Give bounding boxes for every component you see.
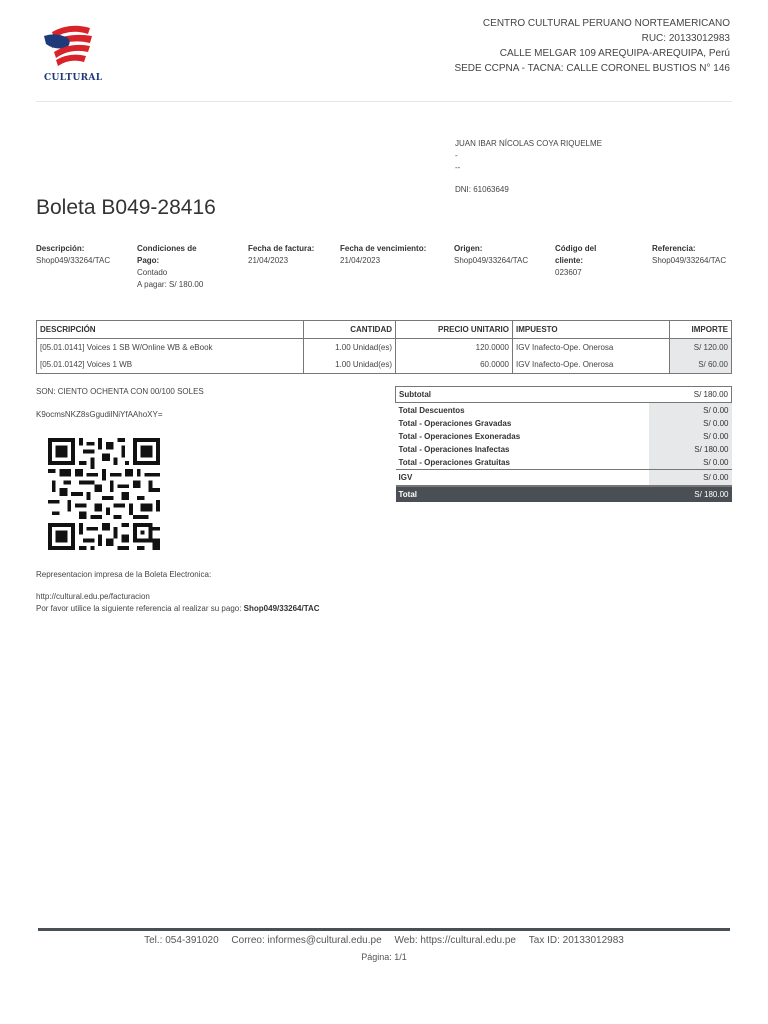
totals-value: S/ 180.00 bbox=[649, 486, 732, 502]
totals-label: Total - Operaciones Gravadas bbox=[398, 419, 512, 428]
company-address: CALLE MELGAR 109 AREQUIPA-AREQUIPA, Perú bbox=[499, 48, 730, 59]
info-value: Contado bbox=[137, 268, 168, 277]
customer-line-2: - bbox=[455, 151, 458, 160]
info-label: Origen: bbox=[454, 244, 483, 253]
page-number: Página: 1/1 bbox=[361, 952, 407, 962]
info-referencia bbox=[652, 243, 726, 267]
info-label: Referencia: bbox=[652, 244, 696, 253]
info-label: Condiciones de bbox=[137, 244, 197, 253]
info-value: Shop049/33264/TAC bbox=[652, 256, 727, 265]
items-header-row bbox=[37, 321, 732, 339]
info-label: Código del bbox=[555, 244, 597, 253]
info-label: cliente: bbox=[555, 256, 584, 265]
cell-cantidad: 1.00 Unidad(es) bbox=[304, 339, 396, 357]
col-impuesto: IMPUESTO bbox=[513, 321, 670, 339]
col-cantidad: CANTIDAD bbox=[304, 321, 396, 339]
footer-web: Web: https://cultural.edu.pe bbox=[394, 935, 516, 946]
info-origen bbox=[454, 243, 528, 267]
totals-row-gratuitas bbox=[396, 456, 732, 470]
footer-tel: Tel.: 054-391020 bbox=[144, 935, 219, 946]
document-title: Boleta B049-28416 bbox=[36, 196, 216, 219]
facturacion-link[interactable]: http://cultural.edu.pe/facturacion bbox=[36, 592, 150, 601]
footer-tax-id: Tax ID: 20133012983 bbox=[528, 935, 624, 946]
footer bbox=[0, 935, 768, 946]
amount-in-words: SON: CIENTO OCHENTA CON 00/100 SOLES bbox=[36, 387, 204, 396]
totals-value: S/ 0.00 bbox=[649, 403, 732, 418]
reference-code: Shop049/33264/TAC bbox=[243, 604, 320, 613]
cell-descripcion: [05.01.0142] Voices 1 WB bbox=[37, 356, 304, 374]
totals-label: Total - Operaciones Gratuitas bbox=[398, 458, 510, 467]
customer-line-3: -- bbox=[455, 163, 461, 172]
reference-note-text: Por favor utilice la siguiente referencia al realizar su pago: bbox=[36, 604, 244, 613]
company-name: CENTRO CULTURAL PERUANO NORTEAMERICANO bbox=[482, 18, 730, 29]
table-row bbox=[37, 339, 732, 357]
cell-precio: 60.0000 bbox=[396, 356, 513, 374]
cell-cantidad: 1.00 Unidad(es) bbox=[304, 356, 396, 374]
qr-code-icon bbox=[48, 438, 160, 550]
col-importe: IMPORTE bbox=[670, 321, 732, 339]
customer-block bbox=[455, 138, 602, 196]
totals-row-igv bbox=[396, 470, 732, 487]
info-value: 21/04/2023 bbox=[248, 256, 289, 265]
info-value: 023607 bbox=[555, 268, 582, 277]
totals-value: S/ 180.00 bbox=[649, 443, 732, 456]
footer-divider bbox=[38, 928, 730, 931]
totals-row-descuentos bbox=[396, 403, 732, 418]
totals-row-subtotal bbox=[396, 387, 732, 403]
col-precio: PRECIO UNITARIO bbox=[396, 321, 513, 339]
totals-label: Total Descuentos bbox=[398, 406, 465, 415]
totals-label: Total - Operaciones Exoneradas bbox=[398, 432, 521, 441]
info-label: Pago: bbox=[137, 256, 160, 265]
cell-impuesto: IGV Inafecto-Ope. Onerosa bbox=[513, 339, 670, 357]
totals-label: Subtotal bbox=[396, 387, 650, 403]
info-value: A pagar: S/ 180.00 bbox=[137, 280, 204, 289]
company-info bbox=[454, 16, 730, 76]
totals-row-exoneradas bbox=[396, 430, 732, 443]
cell-precio: 120.0000 bbox=[396, 339, 513, 357]
info-value: Shop049/33264/TAC bbox=[36, 256, 111, 265]
totals-value: S/ 180.00 bbox=[649, 387, 732, 403]
info-label: Descripción: bbox=[36, 244, 85, 253]
payment-reference-note bbox=[36, 604, 320, 613]
totals-value: S/ 0.00 bbox=[649, 456, 732, 470]
customer-dni: DNI: 61063649 bbox=[455, 185, 509, 194]
info-value: Shop049/33264/TAC bbox=[454, 256, 529, 265]
info-label: Fecha de vencimiento: bbox=[340, 244, 427, 253]
totals-row-total bbox=[396, 486, 732, 502]
totals-value: S/ 0.00 bbox=[649, 470, 732, 487]
col-descripcion: DESCRIPCIÓN bbox=[37, 321, 304, 339]
company-branch: SEDE CCPNA - TACNA: CALLE CORONEL BUSTIOS N° 146 bbox=[454, 63, 730, 74]
totals-row-inafectas bbox=[396, 443, 732, 456]
info-codigo-cliente bbox=[555, 243, 596, 279]
cell-importe: S/ 120.00 bbox=[670, 339, 732, 357]
info-fecha-vencimiento bbox=[340, 243, 426, 267]
totals-table bbox=[395, 386, 732, 502]
info-value: 21/04/2023 bbox=[340, 256, 381, 265]
cell-impuesto: IGV Inafecto-Ope. Onerosa bbox=[513, 356, 670, 374]
header-divider bbox=[36, 101, 732, 102]
table-row bbox=[37, 356, 732, 374]
info-fecha-factura bbox=[248, 243, 314, 267]
info-label: Fecha de factura: bbox=[248, 244, 315, 253]
cell-importe: S/ 60.00 bbox=[670, 356, 732, 374]
totals-row-gravadas bbox=[396, 417, 732, 430]
logo-text: CULTURAL bbox=[44, 73, 103, 83]
items-table bbox=[36, 320, 732, 374]
totals-label: Total bbox=[396, 486, 650, 502]
customer-name: JUAN IBAR NÍCOLAS COYA RIQUELME bbox=[455, 139, 602, 148]
info-descripcion bbox=[36, 243, 110, 267]
footer-email: Correo: informes@cultural.edu.pe bbox=[231, 935, 382, 946]
cell-descripcion: [05.01.0141] Voices 1 SB W/Online WB & eBook bbox=[37, 339, 304, 357]
totals-label: IGV bbox=[396, 470, 650, 487]
company-ruc: RUC: 20133012983 bbox=[641, 33, 730, 44]
totals-value: S/ 0.00 bbox=[649, 417, 732, 430]
totals-label: Total - Operaciones Inafectas bbox=[398, 445, 510, 454]
representacion-text: Representacion impresa de la Boleta Electronica: bbox=[36, 570, 212, 579]
digest-hash: K9ocmsNKZ8sGgudilNiYfAAhoXY= bbox=[36, 410, 163, 419]
info-condiciones bbox=[137, 243, 203, 291]
totals-value: S/ 0.00 bbox=[649, 430, 732, 443]
